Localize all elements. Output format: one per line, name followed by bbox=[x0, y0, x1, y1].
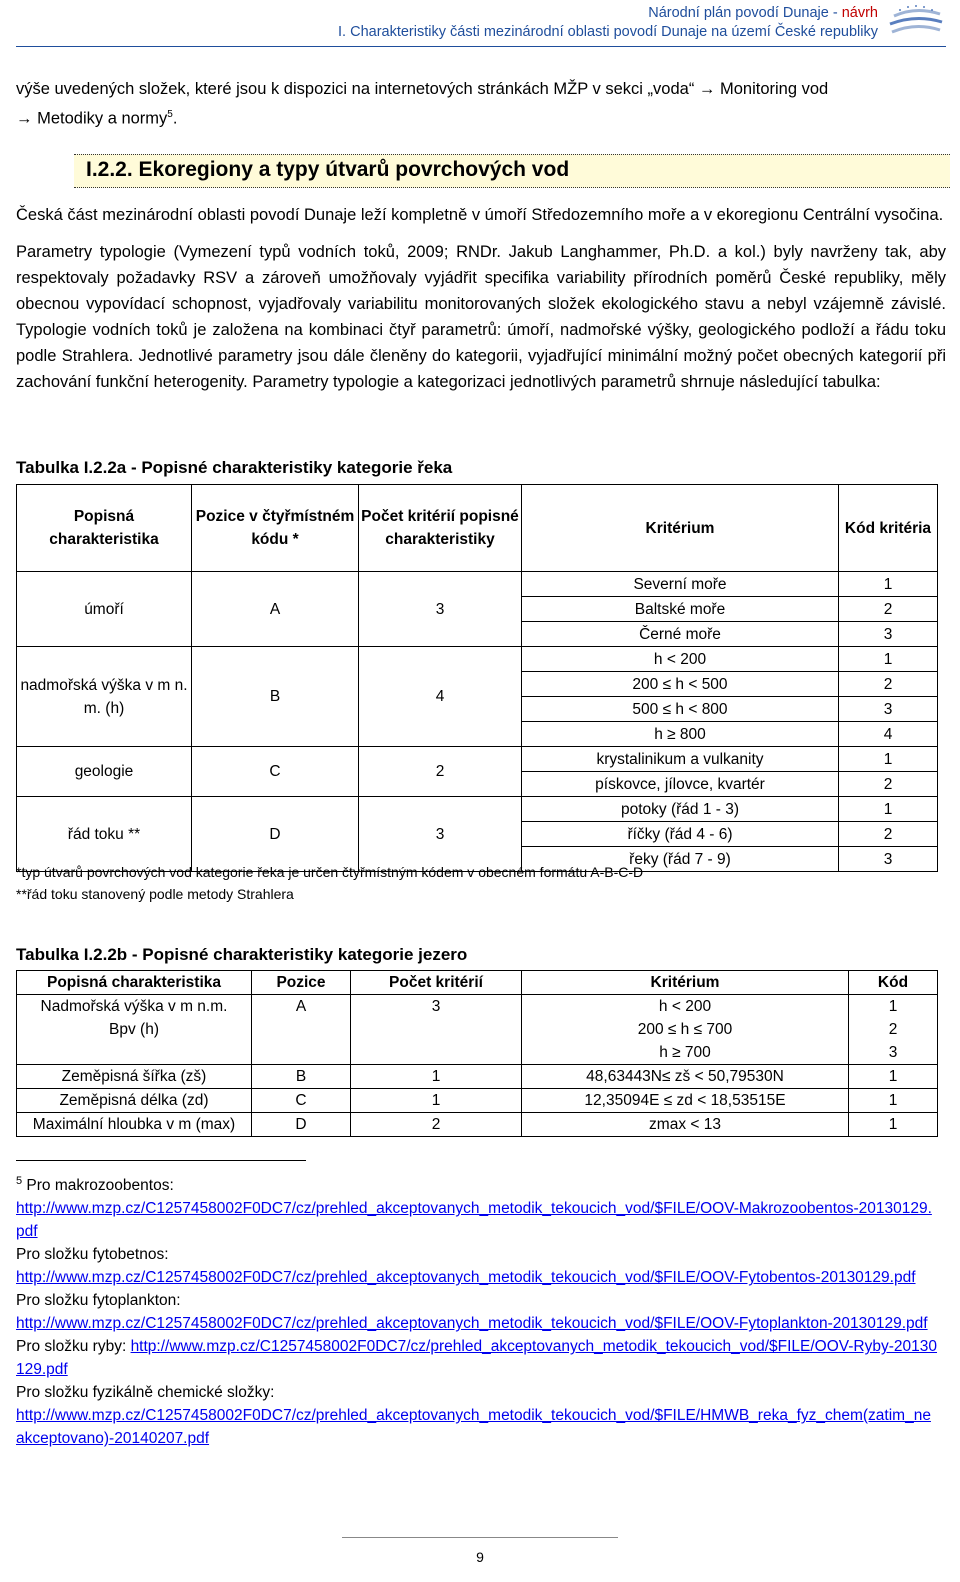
table-row bbox=[17, 1065, 938, 1089]
table-cell: Zeměpisná šířka (zš) bbox=[17, 1065, 252, 1089]
table1-header: Popisná charakteristika bbox=[17, 485, 192, 572]
table-cell: 1 bbox=[351, 1065, 522, 1089]
logo-waves-icon bbox=[886, 2, 946, 42]
table2-header: Popisná charakteristika bbox=[17, 971, 252, 995]
paragraph-2: Parametry typologie (Vymezení typů vodních toků, 2009; RNDr. Jakub Langhammer, Ph.D. a kol.) byly navrženy tak, aby respektovaly požadavky RSV a zároveň umožňovaly vyjádřit specifika variability přírodních poměrů České republiky, měly obecnou vypovídací schopnost, vyjadřovaly variabilitu monitorovaných složek ekologického stavu a nebyl vzájemně závislé. Typologie vodních toků je založena na kombinaci čtyř parametrů: úmoří, nadmořské výšky, geologického podloží a řádu toku podle Strahlera. Jednotlivé parametry jsou dále členěny do kategorii, vyjadřující minimální možný počet obecných kategorií při zachování funkční heterogenity. Parametry typologie a kategorizaci jednotlivých parametrů shrnuje následující tabulka: bbox=[16, 243, 946, 391]
group-count: 3 bbox=[359, 797, 522, 872]
code-cell: 1 bbox=[839, 572, 938, 597]
group-name: geologie bbox=[17, 747, 192, 797]
link-fyz-chem[interactable]: http://www.mzp.cz/C1257458002F0DC7/cz/prehled_akceptovanych_metodik_tekoucich_vod/$FILE/HMWB_reka_fyz_chem(zatim_neakceptovano)-20140207.pdf bbox=[16, 1407, 931, 1448]
criterion-cell: h < 200 bbox=[522, 647, 839, 672]
paragraph-1: Česká část mezinárodní oblasti povodí Dunaje leží kompletně v úmoří Středozemního moře a v ekoregionu Centrální vysočina. bbox=[16, 206, 944, 224]
table2-header: Kritérium bbox=[522, 971, 849, 995]
criterion-cell: Baltské moře bbox=[522, 597, 839, 622]
table-row bbox=[17, 797, 938, 822]
table-cell: 2 bbox=[351, 1113, 522, 1137]
header-line2: I. Charakteristiky části mezinárodní oblasti povodí Dunaje na území České republiky bbox=[338, 24, 878, 40]
link-makrozoobentos[interactable]: http://www.mzp.cz/C1257458002F0DC7/cz/prehled_akceptovanych_metodik_tekoucich_vod/$FILE/OOV-Makrozoobentos-20130129.pdf bbox=[16, 1200, 932, 1241]
group-position: D bbox=[192, 797, 359, 872]
code-cell: 1 bbox=[839, 797, 938, 822]
code-cell: 2 bbox=[839, 597, 938, 622]
table-row bbox=[17, 747, 938, 772]
table-cell: 1 bbox=[849, 1065, 938, 1089]
table2-header: Kód bbox=[849, 971, 938, 995]
table1-header: Pozice v čtyřmístném kódu * bbox=[192, 485, 359, 572]
group-position: B bbox=[192, 647, 359, 747]
table-cell: A bbox=[252, 995, 351, 1065]
code-cell: 3 bbox=[839, 697, 938, 722]
criterion-cell: h ≥ 800 bbox=[522, 722, 839, 747]
table1-header: Kód kritéria bbox=[839, 485, 938, 572]
criterion-cell: 500 ≤ h < 800 bbox=[522, 697, 839, 722]
table1-header: Kritérium bbox=[522, 485, 839, 572]
code-cell: 2 bbox=[839, 772, 938, 797]
table-cell: Zeměpisná délka (zd) bbox=[17, 1089, 252, 1113]
table2-header-row bbox=[17, 971, 938, 995]
draft-label: návrh bbox=[841, 5, 878, 21]
code-cell: 1 bbox=[839, 647, 938, 672]
code-cell: 3 bbox=[839, 847, 938, 872]
criterion-cell: 200 ≤ h < 500 bbox=[522, 672, 839, 697]
section-heading: I.2.2. Ekoregiony a typy útvarů povrchových vod bbox=[74, 154, 950, 188]
table-row bbox=[17, 1113, 938, 1137]
table-row bbox=[17, 1089, 938, 1113]
criterion-cell: pískovce, jílovce, kvartér bbox=[522, 772, 839, 797]
table-lake-characteristics bbox=[16, 970, 938, 1137]
table-row bbox=[17, 572, 938, 597]
page-number-rule bbox=[342, 1537, 618, 1538]
table-cell: B bbox=[252, 1065, 351, 1089]
table-river-characteristics bbox=[16, 484, 938, 872]
group-count: 3 bbox=[359, 572, 522, 647]
table-cell: Nadmořská výška v m n.m. Bpv (h) bbox=[17, 995, 252, 1065]
table-cell: 12,35094E ≤ zd < 18,53515E bbox=[522, 1089, 849, 1113]
code-cell: 2 bbox=[839, 822, 938, 847]
table-cell: D bbox=[252, 1113, 351, 1137]
criterion-cell: říčky (řád 4 - 6) bbox=[522, 822, 839, 847]
table2-header: Pozice bbox=[252, 971, 351, 995]
table-cell: Maximální hloubka v m (max) bbox=[17, 1113, 252, 1137]
table-cell: 3 bbox=[351, 995, 522, 1065]
page-number: 9 bbox=[476, 1549, 484, 1565]
code-cell: 2 bbox=[839, 672, 938, 697]
criterion-cell: krystalinikum a vulkanity bbox=[522, 747, 839, 772]
group-name: nadmořská výška v m n. m. (h) bbox=[17, 647, 192, 747]
footnotes: $^5$ Pro makrozoobentos: http://www.mzp.cz/C1257458002F0DC7/cz/prehled_akceptovanych_metodik_tekoucich_vod/$FILE/OOV-Makrozoobentos-20130129.pdf Pro složku fytobetnos: http://www.mzp.cz/C1257458002F0DC7/cz/prehled_akceptovanych_metodik_tekoucich_vod/$FILE/OOV-Fytobentos-20130129.pdf Pro složku fytoplankton: http://www.mzp.cz/C1257458002F0DC7/cz/prehled_akceptovanych_metodik_tekoucich_vod/$FILE/OOV-Fytoplankton-20130129.pdf Pro složku ryby: http://www.mzp.cz/C1257458002F0DC7/cz/prehled_akceptovanych_metodik_tekoucich_vod/$FILE/OOV-Ryby-20130129.pdf Pro složku fyzikálně chemické složky: http://www.mzp.cz/C1257458002F0DC7/cz/prehled_akceptovanych_metodik_tekoucich_vod/$FILE/HMWB_reka_fyz_chem(zatim_neakceptovano)-20140207.pdf bbox=[16, 1175, 938, 1448]
group-position: A bbox=[192, 572, 359, 647]
group-count: 2 bbox=[359, 747, 522, 797]
table-cell: 48,63443N≤ zš < 50,79530N bbox=[522, 1065, 849, 1089]
table2-title: Tabulka I.2.2b - Popisné charakteristiky kategorie jezero bbox=[16, 945, 468, 964]
link-ryby[interactable]: http://www.mzp.cz/C1257458002F0DC7/cz/prehled_akceptovanych_metodik_tekoucich_vod/$FILE/OOV-Ryby-20130129.pdf bbox=[16, 1338, 938, 1379]
group-position: C bbox=[192, 747, 359, 797]
link-fytoplankton[interactable]: http://www.mzp.cz/C1257458002F0DC7/cz/prehled_akceptovanych_metodik_tekoucich_vod/$FILE/OOV-Fytoplankton-20130129.pdf bbox=[16, 1315, 928, 1333]
table1-header: Počet kritérií popisné charakteristiky bbox=[359, 485, 522, 572]
table-row bbox=[17, 995, 938, 1065]
link-fytobentos[interactable]: http://www.mzp.cz/C1257458002F0DC7/cz/prehled_akceptovanych_metodik_tekoucich_vod/$FILE/OOV-Fytobentos-20130129.pdf bbox=[16, 1269, 916, 1287]
table1-title: Tabulka I.2.2a - Popisné charakteristiky kategorie řeka bbox=[16, 458, 453, 477]
code-cell: 4 bbox=[839, 722, 938, 747]
code-cell: 1 bbox=[839, 747, 938, 772]
header-rule bbox=[16, 46, 946, 47]
table-cell: h < 200 200 ≤ h ≤ 700 h ≥ 700 bbox=[522, 995, 849, 1065]
group-name: řád toku ** bbox=[17, 797, 192, 872]
intro-text: výše uvedených složek, které jsou k dispozici na internetových stránkách MŽP v sekci „voda“ → Monitoring vod → Metodiky a normy$^5$. bbox=[16, 80, 829, 128]
page-header bbox=[338, 4, 878, 42]
table-cell: 1 bbox=[351, 1089, 522, 1113]
table1-note2: **řád toku stanovený podle metody Strahlera bbox=[16, 886, 294, 902]
table-cell: C bbox=[252, 1089, 351, 1113]
criterion-cell: potoky (řád 1 - 3) bbox=[522, 797, 839, 822]
table-cell: 1 2 3 bbox=[849, 995, 938, 1065]
table1-note1: *typ útvarů povrchových vod kategorie řeka je určen čtyřmístným kódem v obecném formátu A-B-C-D bbox=[16, 864, 644, 880]
group-count: 4 bbox=[359, 647, 522, 747]
header-line1: Národní plán povodí Dunaje - návrh bbox=[648, 5, 878, 21]
table-cell: zmax < 13 bbox=[522, 1113, 849, 1137]
group-name: úmoří bbox=[17, 572, 192, 647]
table-row bbox=[17, 647, 938, 672]
table1-header-row bbox=[17, 485, 938, 572]
table2-header: Počet kritérií bbox=[351, 971, 522, 995]
criterion-cell: Černé moře bbox=[522, 622, 839, 647]
table2-body bbox=[17, 995, 938, 1137]
table-cell: 1 bbox=[849, 1113, 938, 1137]
table1-body bbox=[17, 572, 938, 872]
criterion-cell: Severní moře bbox=[522, 572, 839, 597]
code-cell: 3 bbox=[839, 622, 938, 647]
criterion-cell: řeky (řád 7 - 9) bbox=[522, 847, 839, 872]
footnote-separator bbox=[16, 1160, 306, 1161]
table-cell: 1 bbox=[849, 1089, 938, 1113]
